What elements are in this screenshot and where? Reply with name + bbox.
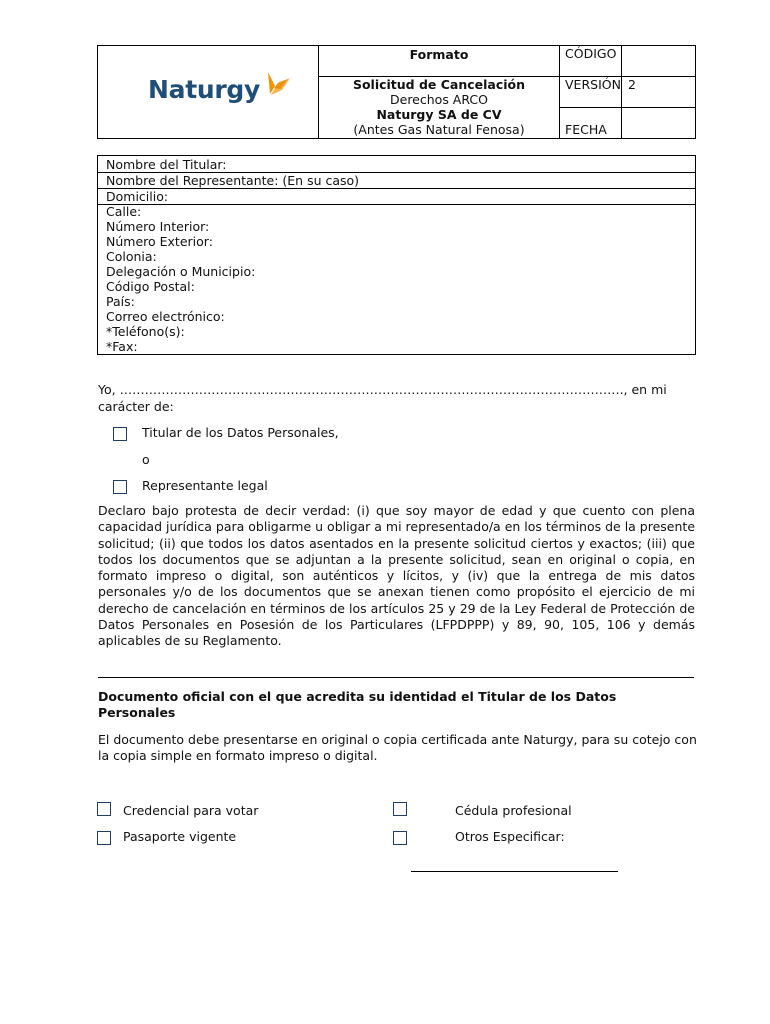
otros-label: Otros Especificar: xyxy=(455,829,565,844)
otros-checkbox[interactable] xyxy=(393,831,407,845)
telefono-field[interactable]: *Teléfono(s): xyxy=(106,324,185,339)
formato-label: Formato xyxy=(319,46,559,77)
cedula-checkbox[interactable] xyxy=(393,802,407,816)
colonia-field[interactable]: Colonia: xyxy=(106,249,157,264)
declaration-paragraph: Declaro bajo protesta de decir verdad: (i) que soy mayor de edad y que cuento con plena capacidad jurídica para obligarme u obligar a mi representado/a en los términos de la presente solicitud; (ii) que todos los datos asentados en la presente solicitud ciertos y exactos; (iii) que todos los documentos que se adjuntan a la presente solicitud, sean en original o copia, en formato impreso o digital, son auténticos y lícitos, y (iv) que la entrega de mis datos personales y/o de los documentos que se anexan tienen como propósito el ejercicio de mi derecho de cancelación en términos de los artículos 25 y 29 de la Ley Federal de Protección de Datos Personales en Posesión de los Particulares (LFPDPPP) y 89, 90, 105, 106 y demás aplicables de su Reglamento. xyxy=(98,503,696,649)
intro-line[interactable]: Yo, …………………………………………………………………………………………………………., en mi xyxy=(98,382,667,397)
personal-data-box xyxy=(97,155,696,355)
credencial-label: Credencial para votar xyxy=(123,803,259,818)
representante-field[interactable]: Nombre del Representante: (En su caso) xyxy=(106,173,360,188)
representante-checkbox[interactable] xyxy=(113,480,127,494)
numero-exterior-field[interactable]: Número Exterior: xyxy=(106,234,213,249)
form-title: Solicitud de Cancelación xyxy=(352,77,526,92)
otros-specify-line[interactable] xyxy=(411,871,618,872)
fecha-label: FECHA xyxy=(565,122,607,137)
or-label: o xyxy=(142,452,150,467)
delegacion-field[interactable]: Delegación o Municipio: xyxy=(106,264,256,279)
header-table xyxy=(97,45,696,139)
company-name: Naturgy SA de CV xyxy=(376,107,502,122)
butterfly-icon xyxy=(262,68,292,98)
title-block xyxy=(319,77,559,137)
fax-field[interactable]: *Fax: xyxy=(106,339,138,354)
form-subtitle: Derechos ARCO xyxy=(390,92,488,107)
correo-field[interactable]: Correo electrónico: xyxy=(106,309,225,324)
pasaporte-checkbox[interactable] xyxy=(97,831,111,845)
version-value[interactable]: 2 xyxy=(628,77,636,92)
logo-wordmark: Naturgy xyxy=(148,75,260,104)
labels-column xyxy=(560,46,622,138)
identity-note: El documento debe presentarse en original o copia certificada ante Naturgy, para su cotejo con la copia simple en formato impreso o digital. xyxy=(98,732,697,764)
numero-interior-field[interactable]: Número Interior: xyxy=(106,219,210,234)
identity-heading: Documento oficial con el que acredita su identidad el Titular de los Datos Personales xyxy=(98,689,617,721)
cedula-label: Cédula profesional xyxy=(455,803,572,818)
values-column xyxy=(622,46,695,138)
divider xyxy=(98,677,694,678)
representante-option-label: Representante legal xyxy=(142,478,268,493)
credencial-checkbox[interactable] xyxy=(97,802,111,816)
pasaporte-label: Pasaporte vigente xyxy=(123,829,237,844)
codigo-postal-field[interactable]: Código Postal: xyxy=(106,279,195,294)
naturgy-logo xyxy=(148,68,292,104)
titular-field[interactable]: Nombre del Titular: xyxy=(106,157,227,172)
titular-option-label: Titular de los Datos Personales, xyxy=(142,425,339,440)
domicilio-field[interactable]: Domicilio: xyxy=(106,189,169,204)
version-label: VERSIÓN xyxy=(565,77,621,92)
logo-cell xyxy=(98,46,319,138)
codigo-label: CÓDIGO xyxy=(565,46,617,61)
intro-line-2: carácter de: xyxy=(98,399,174,414)
titular-checkbox[interactable] xyxy=(113,427,127,441)
title-cell xyxy=(319,46,560,138)
pais-field[interactable]: País: xyxy=(106,294,135,309)
former-name: (Antes Gas Natural Fenosa) xyxy=(353,122,525,137)
calle-field[interactable]: Calle: xyxy=(106,204,142,219)
